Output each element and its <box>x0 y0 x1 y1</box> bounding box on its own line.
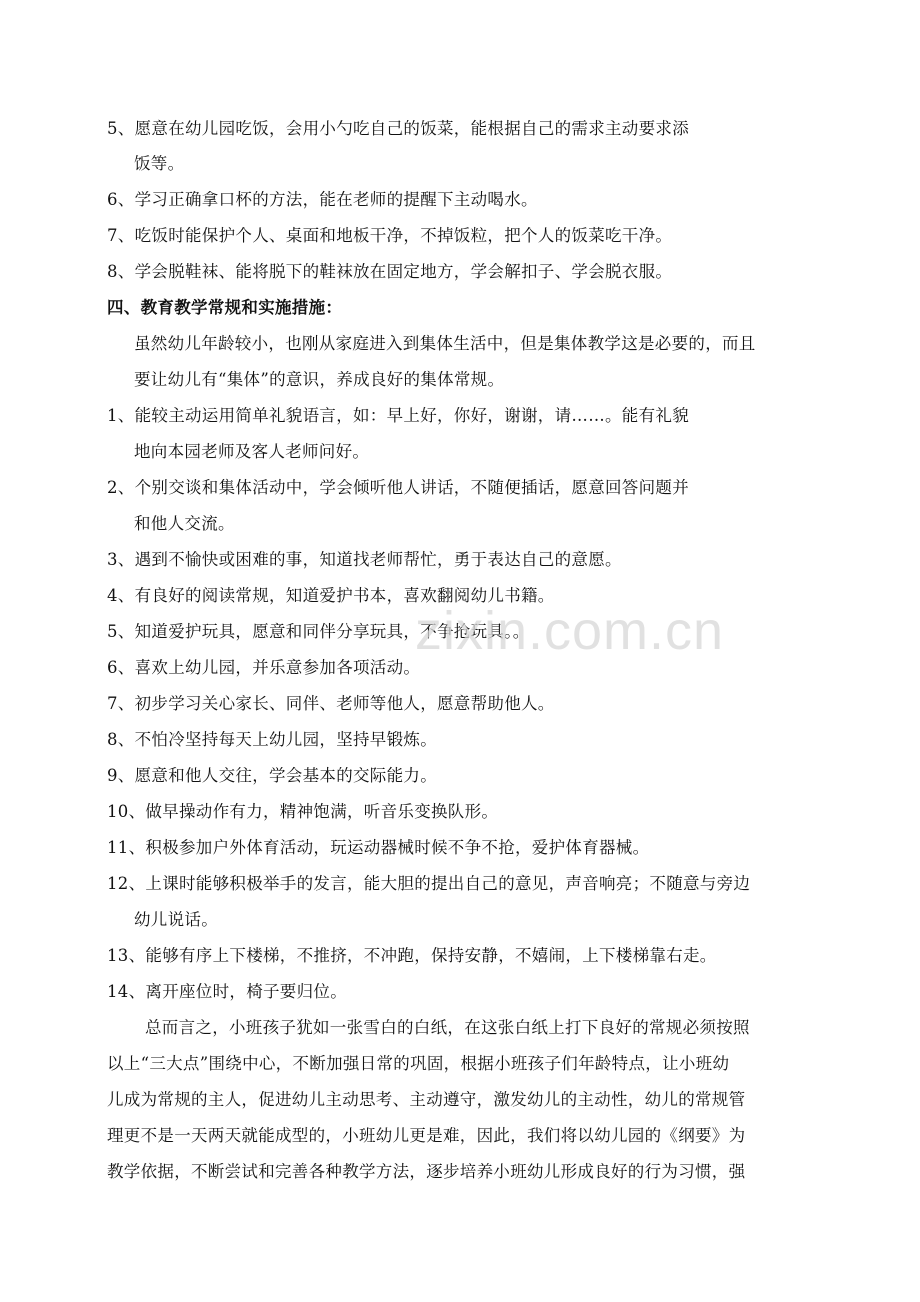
rule-14: 14、离开座位时，椅子要归位。 <box>107 982 347 1001</box>
item-5-line-1: 5、愿意在幼儿园吃饭，会用小勺吃自己的饭菜，能根据自己的需求主动要求添 <box>107 119 689 138</box>
rule-11: 11、积极参加户外体育活动，玩运动器械时候不争不抢，爱护体育器械。 <box>107 838 650 857</box>
rule-2-line-2: 和他人交流。 <box>134 514 235 533</box>
rule-2-line-1: 2、个别交谈和集体活动中，学会倾听他人讲话，不随便插话，愿意回答问题并 <box>107 478 689 497</box>
rule-9: 9、愿意和他人交往，学会基本的交际能力。 <box>107 766 437 785</box>
rule-12-line-2: 幼儿说话。 <box>134 910 218 929</box>
summary-paragraph-line-4: 理更不是一天两天就能成型的，小班幼儿更是难，因此，我们将以幼儿园的《纲要》为 <box>107 1126 746 1145</box>
summary-paragraph-line-2: 以上“三大点”围绕中心，不断加强日常的巩固，根据小班孩子们年龄特点，让小班幼 <box>107 1054 730 1073</box>
rule-10: 10、做早操动作有力，精神饱满，听音乐变换队形。 <box>107 802 499 821</box>
watermark-text: zixin.com.cn <box>415 601 725 661</box>
rule-4: 4、有良好的阅读常规，知道爱护书本，喜欢翻阅幼儿书籍。 <box>107 586 555 605</box>
rule-7: 7、初步学习关心家长、同伴、老师等他人，愿意帮助他人。 <box>107 694 555 713</box>
summary-paragraph-line-5: 教学依据，不断尝试和完善各种教学方法，逐步培养小班幼儿形成良好的行为习惯，强 <box>107 1162 746 1181</box>
rule-1-line-2: 地向本园老师及客人老师问好。 <box>134 442 370 461</box>
rule-13: 13、能够有序上下楼梯，不推挤，不冲跑，保持安静，不嬉闹，上下楼梯靠右走。 <box>107 946 717 965</box>
intro-paragraph-line-2: 要让幼儿有“集体”的意识，养成良好的集体常规。 <box>134 370 505 389</box>
summary-paragraph-line-1: 总而言之，小班孩子犹如一张雪白的白纸，在这张白纸上打下良好的常规必须按照 <box>145 1018 750 1037</box>
intro-paragraph-line-1: 虽然幼儿年龄较小，也刚从家庭进入到集体生活中，但是集体教学这是必要的，而且 <box>134 334 756 353</box>
rule-3: 3、遇到不愉快或困难的事，知道找老师帮忙，勇于表达自己的意愿。 <box>107 550 622 569</box>
rule-6: 6、喜欢上幼儿园，并乐意参加各项活动。 <box>107 658 421 677</box>
section-heading: 四、教育教学常规和实施措施： <box>107 298 343 317</box>
rule-1-line-1: 1、能较主动运用简单礼貌语言，如：早上好，你好，谢谢，请……。能有礼貌 <box>107 406 689 425</box>
rule-5: 5、知道爱护玩具，愿意和同伴分享玩具，不争抢玩具。。 <box>107 622 530 641</box>
rule-8: 8、不怕冷坚持每天上幼儿园，坚持早锻炼。 <box>107 730 437 749</box>
item-8: 8、学会脱鞋袜、能将脱下的鞋袜放在固定地方，学会解扣子、学会脱衣服。 <box>107 262 673 281</box>
rule-12-line-1: 12、上课时能够积极举手的发言，能大胆的提出自己的意见，声音响亮；不随意与旁边 <box>107 874 751 893</box>
item-6: 6、学习正确拿口杯的方法，能在老师的提醒下主动喝水。 <box>107 190 538 209</box>
summary-paragraph-line-3: 儿成为常规的主人，促进幼儿主动思考、主动遵守，激发幼儿的主动性，幼儿的常规管 <box>107 1090 746 1109</box>
item-7: 7、吃饭时能保护个人、桌面和地板干净，不掉饭粒，把个人的饭菜吃干净。 <box>107 226 673 245</box>
item-5-line-2: 饭等。 <box>134 154 185 173</box>
